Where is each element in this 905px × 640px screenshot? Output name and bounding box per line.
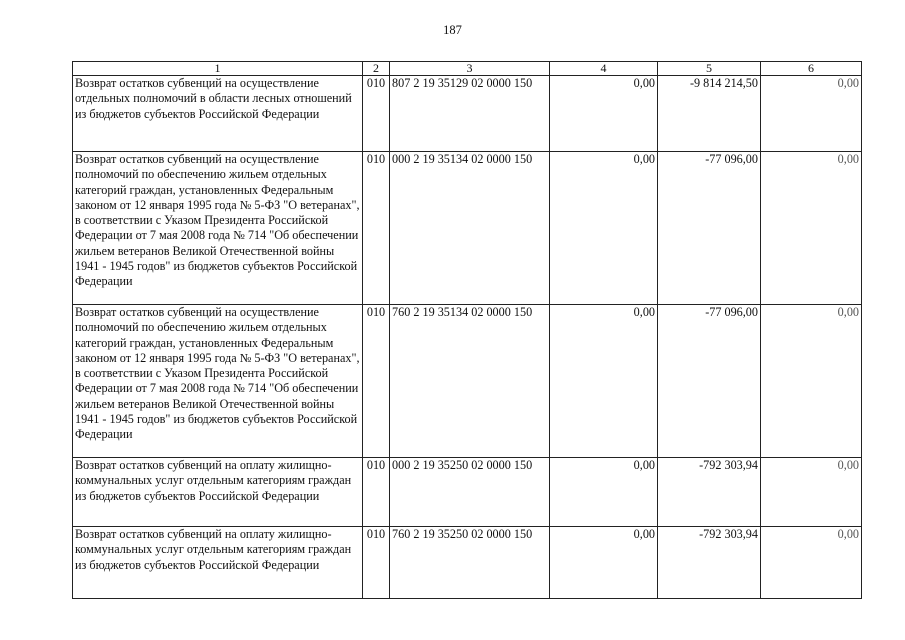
row-code: 010 [363, 458, 390, 527]
row-code: 010 [363, 305, 390, 458]
header-row [73, 62, 862, 76]
row-col5-value: -77 096,00 [658, 305, 761, 458]
row-col4-value: 0,00 [550, 527, 658, 599]
table-row [73, 527, 862, 599]
row-col5-value: -792 303,94 [658, 458, 761, 527]
row-code: 010 [363, 527, 390, 599]
row-col6-value: 0,00 [761, 152, 862, 305]
page-number: 187 [443, 23, 462, 37]
row-col4-value: 0,00 [550, 152, 658, 305]
row-kbk: 000 2 19 35250 02 0000 150 [390, 458, 550, 527]
column-header-2: 2 [363, 62, 390, 76]
row-col6-value: 0,00 [761, 76, 862, 152]
row-col5-value: -792 303,94 [658, 527, 761, 599]
row-kbk: 760 2 19 35134 02 0000 150 [390, 305, 550, 458]
column-header-3: 3 [390, 62, 550, 76]
row-description: Возврат остатков субвенций на осуществление полномочий по обеспечению жильем отдельных категорий граждан, установленных Федеральным законом от 12 января 1995 года № 5-ФЗ "О ветеранах", в соответствии с Указом Президента Российской Федерации от 7 мая 2008 года № 714 "Об обеспечении жильем ветеранов Великой Отечественной войны 1941 - 1945 годов" из бюджетов субъектов Российской Федерации [73, 152, 363, 305]
row-col6-value: 0,00 [761, 458, 862, 527]
row-col4-value: 0,00 [550, 76, 658, 152]
row-col4-value: 0,00 [550, 458, 658, 527]
row-code: 010 [363, 76, 390, 152]
row-col5-value: -9 814 214,50 [658, 76, 761, 152]
table-row [73, 458, 862, 527]
column-header-5: 5 [658, 62, 761, 76]
row-description: Возврат остатков субвенций на осуществление полномочий по обеспечению жильем отдельных категорий граждан, установленных Федеральным законом от 12 января 1995 года № 5-ФЗ "О ветеранах", в соответствии с Указом Президента Российской Федерации от 7 мая 2008 года № 714 "Об обеспечении жильем ветеранов Великой Отечественной войны 1941 - 1945 годов" из бюджетов субъектов Российской Федерации [73, 305, 363, 458]
budget-table [72, 61, 862, 599]
row-col4-value: 0,00 [550, 305, 658, 458]
row-description: Возврат остатков субвенций на осуществление отдельных полномочий в области лесных отношений из бюджетов субъектов Российской Федерации [73, 76, 363, 152]
row-description: Возврат остатков субвенций на оплату жилищно-коммунальных услуг отдельным категориям граждан из бюджетов субъектов Российской Федерации [73, 458, 363, 527]
table-row [73, 152, 862, 305]
column-header-4: 4 [550, 62, 658, 76]
row-description: Возврат остатков субвенций на оплату жилищно-коммунальных услуг отдельным категориям граждан из бюджетов субъектов Российской Федерации [73, 527, 363, 599]
row-kbk: 760 2 19 35250 02 0000 150 [390, 527, 550, 599]
column-header-6: 6 [761, 62, 862, 76]
table-row [73, 305, 862, 458]
row-col6-value: 0,00 [761, 305, 862, 458]
table-row [73, 76, 862, 152]
row-col5-value: -77 096,00 [658, 152, 761, 305]
column-header-1: 1 [73, 62, 363, 76]
row-kbk: 807 2 19 35129 02 0000 150 [390, 76, 550, 152]
row-kbk: 000 2 19 35134 02 0000 150 [390, 152, 550, 305]
row-code: 010 [363, 152, 390, 305]
row-col6-value: 0,00 [761, 527, 862, 599]
